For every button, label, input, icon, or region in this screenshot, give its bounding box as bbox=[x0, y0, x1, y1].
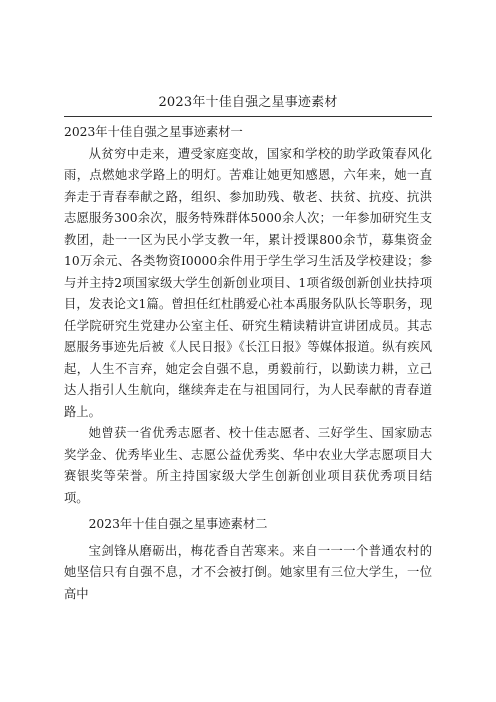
section-1-paragraph-2: 她曾获一省优秀志愿者、校十佳志愿者、三好学生、国家励志奖学金、优秀毕业生、志愿公益优秀奖、华中农业大学志愿项目大赛银奖等荣誉。所主持国家级大学生创新创业项目获优秀项目结项。 bbox=[64, 426, 432, 505]
section-2-heading: 2023年十佳自强之星事迹素材二 bbox=[88, 517, 268, 531]
section-1-heading: 2023年十佳自强之星事迹素材一 bbox=[64, 125, 243, 139]
section-2-paragraph-1: 宝剑锋从磨砺出，梅花香自苦寒来。来自一一一个普通农村的她坚信只有自强不息，才不会被打倒。她家里有三位大学生，一位高中 bbox=[64, 543, 432, 601]
section-1-paragraph-1: 从贫穷中走来，遭受家庭变故，国家和学校的助学政策春风化雨，点燃她求学路上的明灯。苦难让她更知感恩，六年来，她一直奔走于青春奉献之路，组织、参加助残、敬老、扶贫、抗疫、抗洪志愿服务300余次，服务特殊群体5000余人次；一年参加研究生支教团，赴一一区为民小学支教一年，累计授课800余节，募集资金10万余元、各类物资I0000余件用于学生学习生活及学校建设；参与并主持2项国家级大学生创新创业项目、1项省级创新创业扶持项目，发表论文1篇。曾担任红杜鹃爱心社本禹服务队队长等职务，现任学院研究生党建办公室主任、研究生精读精讲宣讲团成员。其志愿服务事迹先后被《人民日报》《长江日报》等媒体报道。纵有疾风起，人生不言弃，她定会自强不息，勇毅前行，以勤读力耕，立己达人指引人生航向，继续奔走在与祖国同行，为人民奉献的青春道路上。 bbox=[64, 146, 432, 419]
document-body bbox=[64, 122, 432, 605]
document-title: 2023年十佳自强之星事迹素材 bbox=[158, 95, 338, 110]
title-divider bbox=[64, 116, 432, 117]
